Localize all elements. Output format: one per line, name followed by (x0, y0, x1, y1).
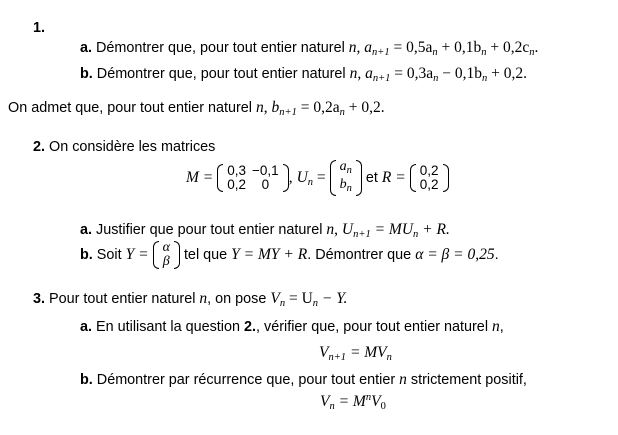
question-3a-formula: $V_{n+1} = MV_n$ (319, 344, 392, 363)
question-2-number: 2. (33, 139, 46, 155)
matrix-R: 0,2 0,2 (410, 164, 449, 192)
admit-text: On admet que, pour tout entier naturel (8, 100, 252, 116)
question-1-number: 1. (33, 20, 46, 36)
question-2b: b. Soit Y = α β tel que Y = MY + R. Démontrer que α = β = 0,25. (80, 240, 499, 270)
question-1a: a. Démontrer que, pour tout entier naturel n, $a_{n+1} = 0,5a_n + 0,1b_n + 0,2c_n$. (80, 39, 539, 58)
matrix-Un: $a_n$ $b_n$ (330, 160, 362, 196)
question-3a-label: a. (80, 319, 93, 335)
matrices-definition: M = 0,3 −0,1 0,2 0 , $U_n$ = $a_n$ $b_n$ et R = 0,2 0,2 (186, 160, 449, 201)
question-2b-label: b. (80, 247, 93, 263)
question-2a-label: a. (80, 222, 93, 238)
question-3b: b. Démontrer par récurrence que, pour tout entier n strictement positif, (80, 371, 527, 388)
question-3-intro: 3. Pour tout entier naturel n, on pose $V_n = U_n - Y$. (33, 290, 348, 309)
question-1a-text: Démontrer que, pour tout entier naturel (96, 40, 345, 56)
question-2-intro: 2. On considère les matrices (33, 139, 216, 155)
admit-statement: On admet que, pour tout entier naturel n, $b_{n+1} = 0,2a_n + 0,2$. (8, 99, 385, 118)
question-1b-text: Démontrer que, pour tout entier naturel (96, 66, 346, 82)
question-3-number: 3. (33, 291, 46, 307)
question-1a-label: a. (80, 40, 93, 56)
question-1b: b. Démontrer que, pour tout entier naturel n, $a_{n+1} = 0,3a_n - 0,1b_n + 0,2$. (80, 65, 528, 84)
matrix-Y: α β (153, 241, 180, 269)
question-3a: a. En utilisant la question 2., vérifier que, pour tout entier naturel n, (80, 318, 504, 335)
question-2a: a. Justifier que pour tout entier naturel n, $U_{n+1} = MU_n + R$. (80, 221, 450, 240)
question-3b-label: b. (80, 372, 93, 388)
question-3b-formula: $V_n = M^nV_0$ (320, 392, 386, 412)
matrix-M: 0,3 −0,1 0,2 0 (217, 164, 288, 192)
question-1b-label: b. (80, 66, 93, 82)
